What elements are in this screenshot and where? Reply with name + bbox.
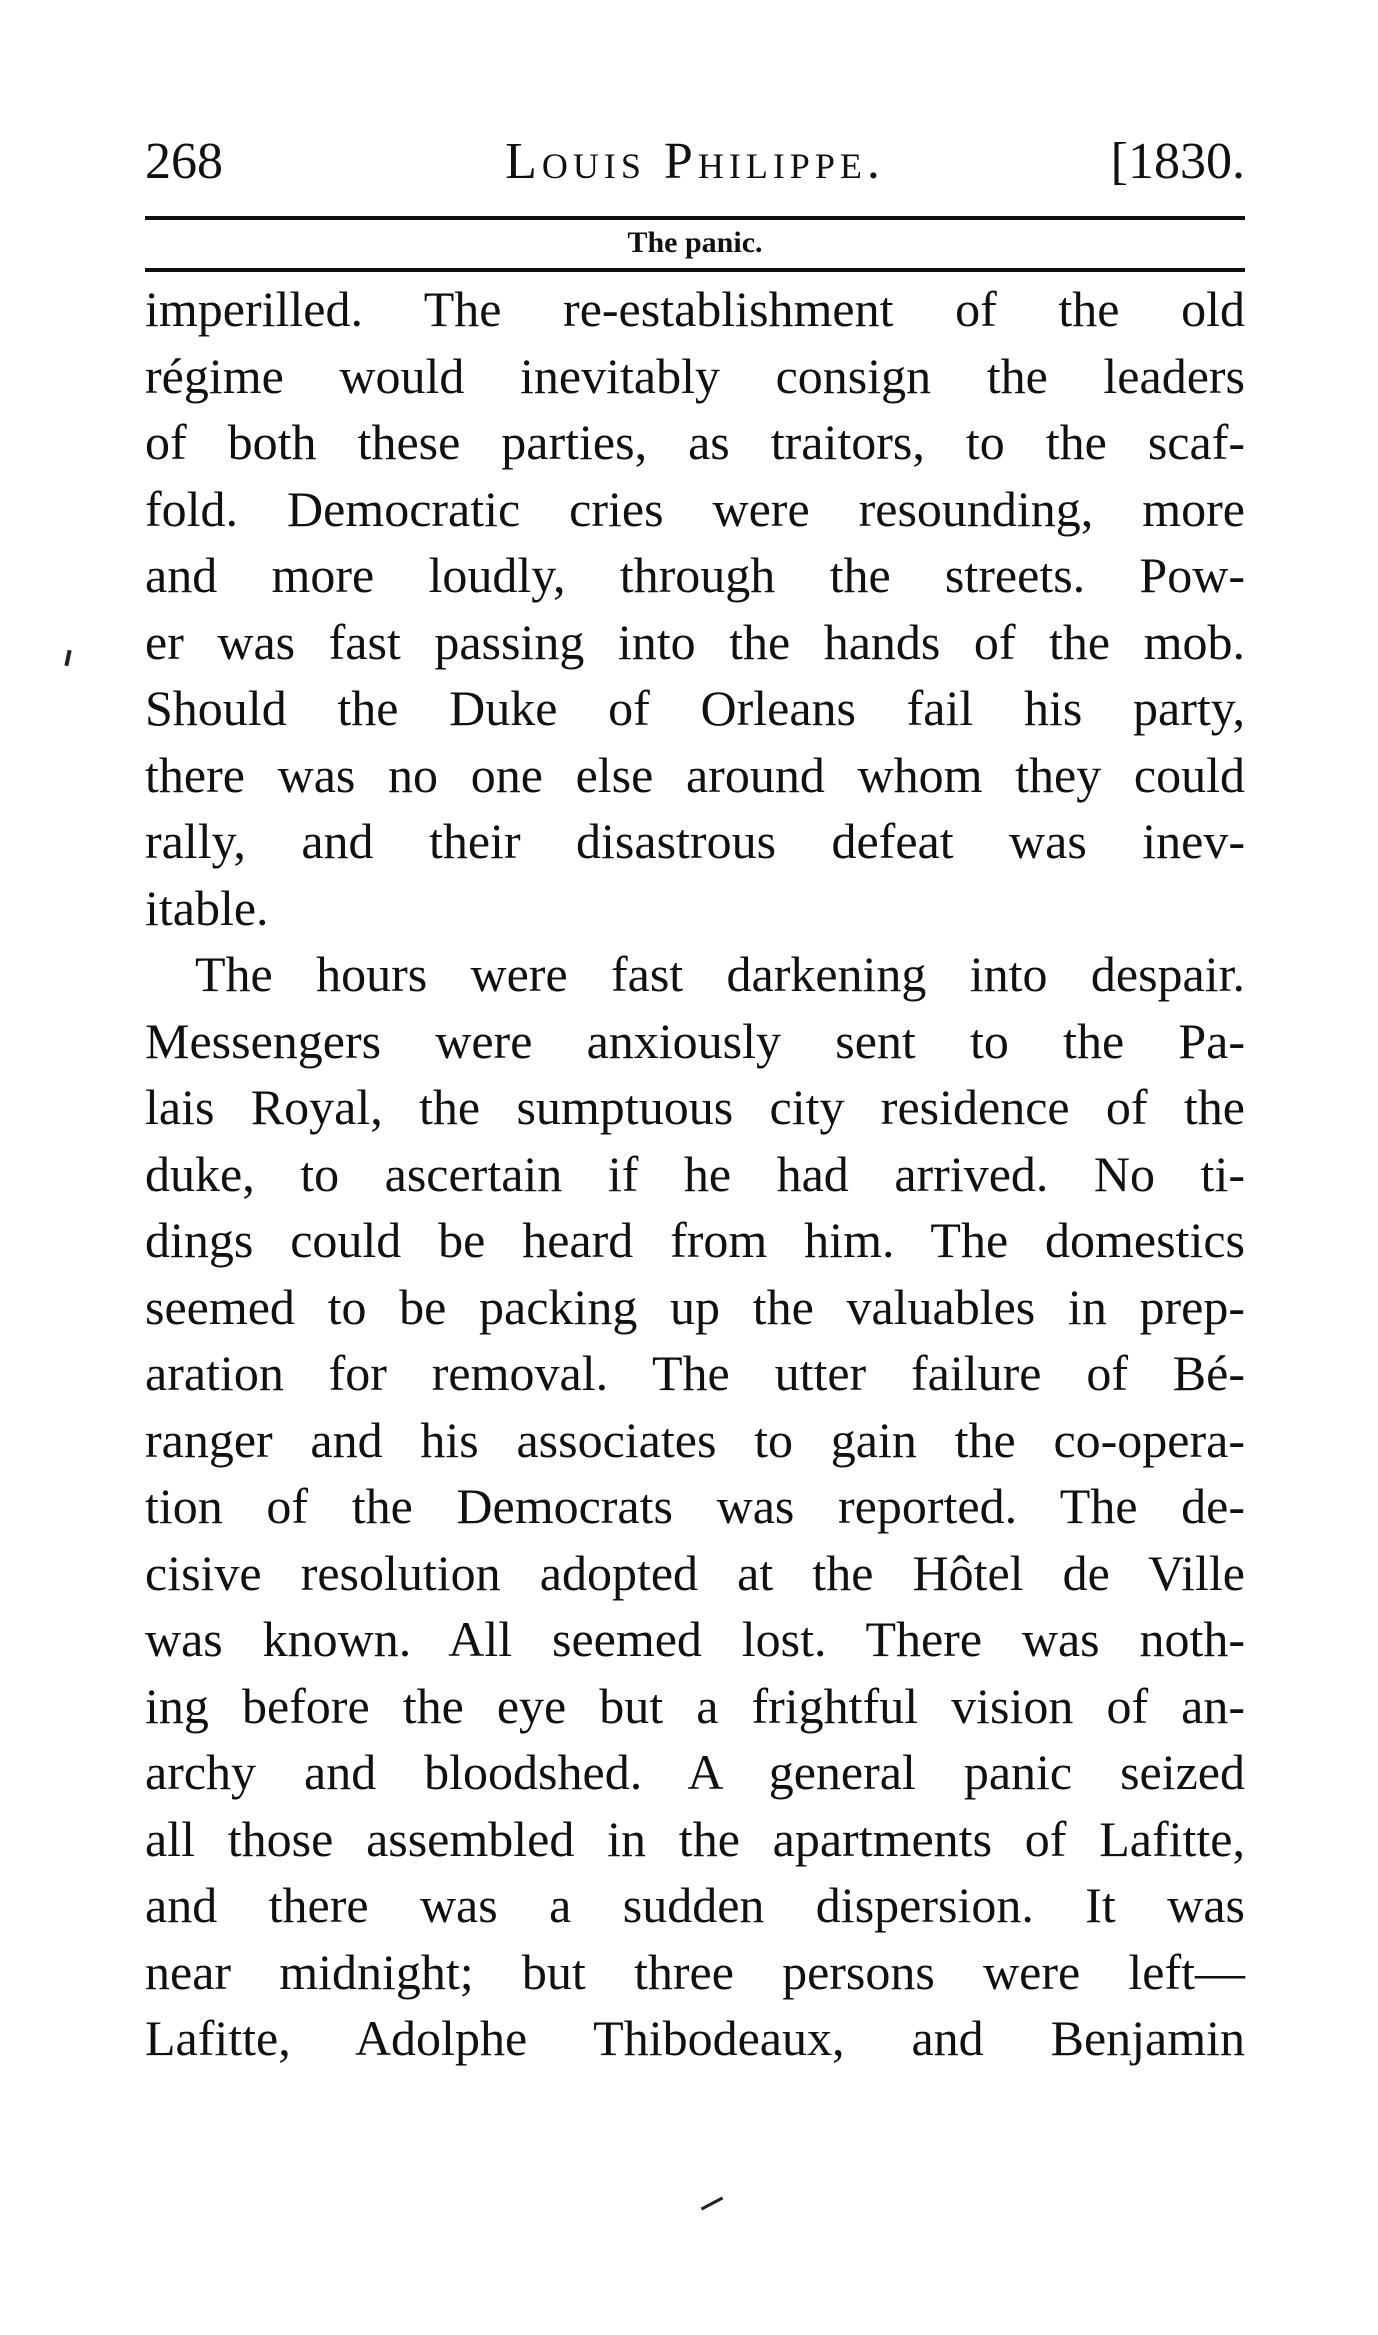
text-line: and there was a sudden dispersion. It was (145, 1877, 1245, 1933)
text-line: rally, and their disastrous defeat was inev- (145, 813, 1245, 869)
text-line: Lafitte, Adolphe Thibodeaux, and Benjamin (145, 2010, 1245, 2066)
text-line: and more loudly, through the streets. Pow- (145, 547, 1245, 603)
book-page (145, 120, 1245, 2072)
header-rule-bottom (145, 268, 1245, 272)
text-line: régime would inevitably consign the leaders (145, 347, 1245, 404)
text-line: er was fast passing into the hands of the mob. (145, 613, 1245, 670)
running-year: [1830. (1110, 133, 1245, 190)
text-line: near midnight; but three persons were left— (145, 1943, 1245, 2000)
text-line: ranger and his associates to gain the co-opera- (145, 1411, 1245, 1468)
paragraph-1 (145, 276, 1245, 941)
text-line: duke, to ascertain if he had arrived. No ti- (145, 1145, 1245, 1202)
text-line: seemed to be packing up the valuables in prep- (145, 1278, 1245, 1335)
text-line: lais Royal, the sumptuous city residence of the (145, 1079, 1245, 1135)
text-line: archy and bloodshed. A general panic seized (145, 1744, 1245, 1800)
text-line: all those assembled in the apartments of Lafitte, (145, 1810, 1245, 1867)
running-head (145, 120, 1245, 204)
page-number: 268 (145, 133, 223, 190)
section-subtitle: The panic. (627, 226, 763, 259)
text-line: aration for removal. The utter failure of Bé- (145, 1345, 1245, 1401)
text-line: dings could be heard from him. The domestics (145, 1212, 1245, 1268)
text-line: there was no one else around whom they could (145, 746, 1245, 803)
text-line: itable. (145, 879, 269, 936)
text-line: imperilled. The re-establishment of the old (145, 281, 1245, 337)
text-line: Messengers were anxiously sent to the Pa- (145, 1012, 1245, 1069)
text-line: was known. All seemed lost. There was noth- (145, 1611, 1245, 1667)
running-title: Louis Philippe. (505, 133, 885, 190)
stray-ink-mark (64, 650, 71, 666)
text-line: of both these parties, as traitors, to the scaf- (145, 414, 1245, 470)
text-line: ing before the eye but a frightful vision of an- (145, 1677, 1245, 1734)
text-line: cisive resolution adopted at the Hôtel de Ville (145, 1544, 1245, 1601)
text-line: tion of the Democrats was reported. The de- (145, 1478, 1245, 1534)
body-text (145, 276, 1245, 2072)
text-line: The hours were fast darkening into despair. (195, 946, 1245, 1002)
text-line: Should the Duke of Orleans fail his party, (145, 680, 1245, 736)
text-line: fold. Democratic cries were resounding, more (145, 480, 1245, 537)
stray-ink-mark-bottom (701, 2197, 724, 2211)
paragraph-2 (145, 941, 1245, 2072)
